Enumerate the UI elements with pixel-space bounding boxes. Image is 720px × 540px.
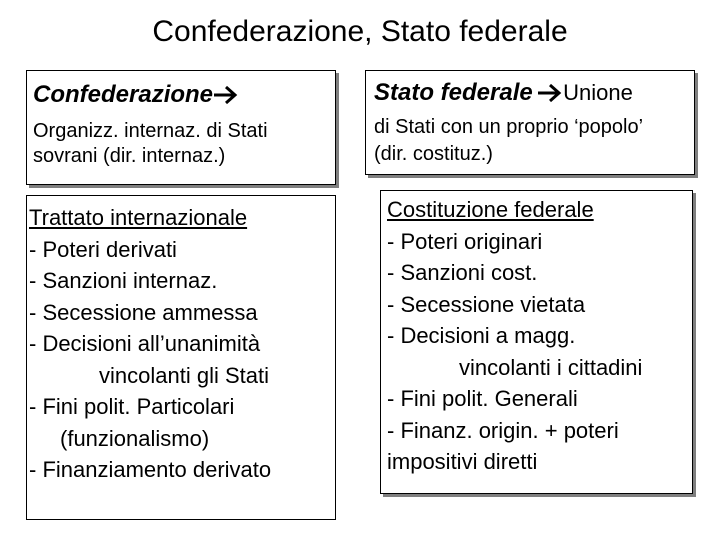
- list-item: - Fini polit. Particolari: [29, 394, 235, 419]
- stato-federale-heading: [374, 78, 633, 111]
- list-item: - Finanziamento derivato: [29, 457, 272, 482]
- list-item: - Fini polit. Generali: [387, 386, 578, 411]
- list-item: impositivi diretti: [387, 449, 538, 474]
- list-item: - Sanzioni cost.: [387, 260, 538, 285]
- stato-federale-features-box: [380, 190, 693, 494]
- list-item: - Finanz. origin. + poteri: [387, 417, 619, 443]
- stato-federale-definition-box: [365, 70, 695, 175]
- stato-federale-features-list: [387, 194, 642, 478]
- confederazione-features-box: [26, 195, 336, 520]
- stato-federale-definition-line-2: (dir. costituz.): [374, 143, 493, 165]
- list-item: - Poteri derivati: [29, 236, 177, 262]
- list-item: - Sanzioni internaz.: [29, 268, 218, 293]
- arrow-right-icon: [537, 83, 563, 103]
- unione-text: Unione: [563, 80, 633, 105]
- list-item: - Decisioni a magg.: [387, 323, 576, 348]
- list-item: - Poteri originari: [387, 228, 543, 254]
- list-title: Costituzione federale: [387, 197, 594, 222]
- list-item: - Secessione vietata: [387, 291, 586, 317]
- confederazione-definition-box: [26, 70, 336, 185]
- stato-federale-heading-text: Stato federale: [374, 79, 533, 106]
- list-title: Trattato internazionale: [29, 205, 248, 230]
- confederazione-heading-text: Confederazione: [33, 81, 214, 108]
- list-item: - Decisioni all’unanimità: [29, 331, 261, 356]
- stato-federale-definition-line-1: di Stati con un proprio ‘popolo’: [374, 116, 644, 138]
- confederazione-features-list: [29, 202, 271, 486]
- confederazione-heading: [33, 80, 239, 113]
- list-item: (funzionalismo): [60, 425, 210, 451]
- confederazione-definition-line-2: sovrani (dir. internaz.): [33, 145, 226, 167]
- list-item: vincolanti i cittadini: [459, 354, 643, 380]
- list-item: vincolanti gli Stati: [99, 362, 269, 388]
- arrow-right-icon: [213, 85, 239, 105]
- confederazione-definition-line-1: Organizz. internaz. di Stati: [33, 120, 268, 142]
- slide-title: Confederazione, Stato federale: [152, 15, 568, 48]
- list-item: - Secessione ammessa: [29, 299, 258, 325]
